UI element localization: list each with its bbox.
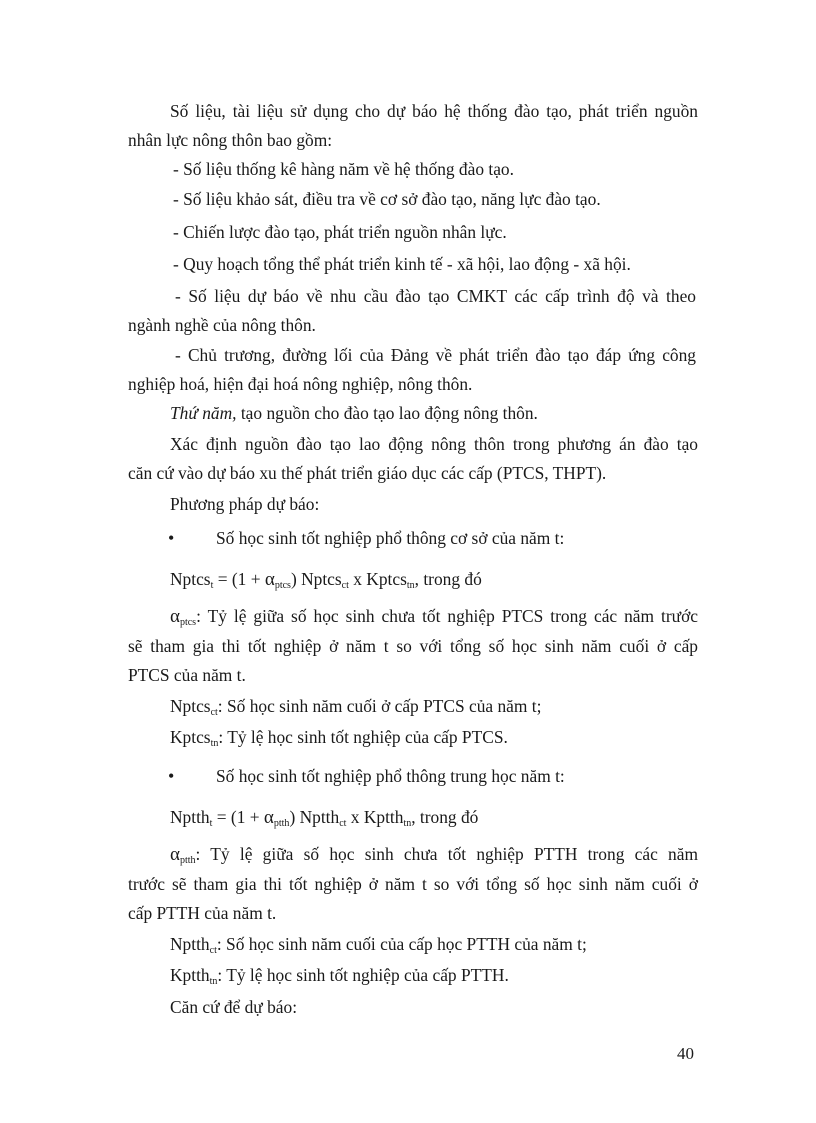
bullet-item-ptcs: Số học sinh tốt nghiệp phổ thông cơ sở của năm t:: [216, 528, 565, 548]
fifth-point-text: tạo nguồn cho đào tạo lao động nông thôn.: [236, 403, 538, 423]
list-item-2: - Số liệu khảo sát, điều tra về cơ sở đào tạo, năng lực đào tạo.: [173, 189, 601, 209]
definition-alpha-ptth-line2: trước sẽ tham gia thi tốt nghiệp ở năm t so với tổng số học sinh năm cuối ở: [128, 874, 698, 894]
list-item-5-line1: - Số liệu dự báo về nhu cầu đào tạo CMKT các cấp trình độ và theo: [175, 286, 696, 306]
basis-heading: Căn cứ để dự báo:: [170, 997, 298, 1017]
page-number: 40: [677, 1044, 694, 1063]
list-item-1: - Số liệu thống kê hàng năm về hệ thống đào tạo.: [173, 159, 514, 179]
definition-alpha-ptth-line1: $\alpha_{ptth}$: Tỷ lệ giữa số học sinh chưa tốt nghiệp PTTH trong các năm: [170, 844, 698, 866]
list-item-6-line1: - Chủ trương, đường lối của Đảng về phát triển đào tạo đáp ứng công: [175, 345, 696, 365]
list-item-5-line2: ngành nghề của nông thôn.: [128, 315, 316, 335]
definition-kptth: Kptth$_{tn}$: Tỷ lệ học sinh tốt nghiệp của cấp PTTH.: [170, 965, 509, 987]
bullet-icon: •: [168, 766, 175, 786]
paragraph-source-line2: căn cứ vào dự báo xu thế phát triển giáo dục các cấp (PTCS, THPT).: [128, 463, 607, 483]
list-item-3: - Chiến lược đào tạo, phát triển nguồn nhân lực.: [173, 222, 507, 242]
list-item-6-line2: nghiệp hoá, hiện đại hoá nông nghiệp, nông thôn.: [128, 374, 473, 394]
definition-kptcs: Kptcs$_{tn}$: Tỷ lệ học sinh tốt nghiệp của cấp PTCS.: [170, 727, 508, 749]
method-heading: Phương pháp dự báo:: [170, 494, 320, 514]
fifth-point-line: [170, 401, 816, 425]
definition-alpha-ptcs-line3: PTCS của năm t.: [128, 665, 246, 685]
paragraph-intro-line1: Số liệu, tài liệu sử dụng cho dự báo hệ thống đào tạo, phát triển nguồn: [170, 101, 698, 121]
paragraph-intro-line2: nhân lực nông thôn bao gồm:: [128, 130, 333, 150]
list-item-4: - Quy hoạch tổng thể phát triển kinh tế - xã hội, lao động - xã hội.: [173, 254, 631, 274]
definition-nptcs: Nptcs$_{ct}$: Số học sinh năm cuối ở cấp PTCS của năm t;: [170, 696, 542, 718]
definition-nptth: Nptth$_{ct}$: Số học sinh năm cuối của cấp học PTTH của năm t;: [170, 934, 587, 956]
formula-ptcs: Nptcs$_t$ = $(1 + \alpha_{ptcs})$ Nptcs$_{ct}$ x Kptcs$_{tn}$, trong đó: [170, 569, 482, 591]
definition-alpha-ptth-line3: cấp PTTH của năm t.: [128, 903, 277, 923]
paragraph-source-line1: Xác định nguồn đào tạo lao động nông thôn trong phương án đào tạo: [170, 434, 698, 454]
formula-ptth: Nptth$_t$ = $(1 + \alpha_{ptth})$ Nptth$_{ct}$ x Kptth$_{tn}$, trong đó: [170, 807, 479, 829]
fifth-point-label: Thứ năm,: [170, 403, 237, 423]
definition-alpha-ptcs-line2: sẽ tham gia thi tốt nghiệp ở năm t so với tổng số học sinh năm cuối ở cấp: [128, 636, 698, 656]
definition-alpha-ptcs-line1: $\alpha_{ptcs}$: Tỷ lệ giữa số học sinh chưa tốt nghiệp PTCS trong các năm trước: [170, 606, 698, 628]
bullet-icon: •: [168, 528, 175, 548]
bullet-item-ptth: Số học sinh tốt nghiệp phổ thông trung học năm t:: [216, 766, 565, 786]
